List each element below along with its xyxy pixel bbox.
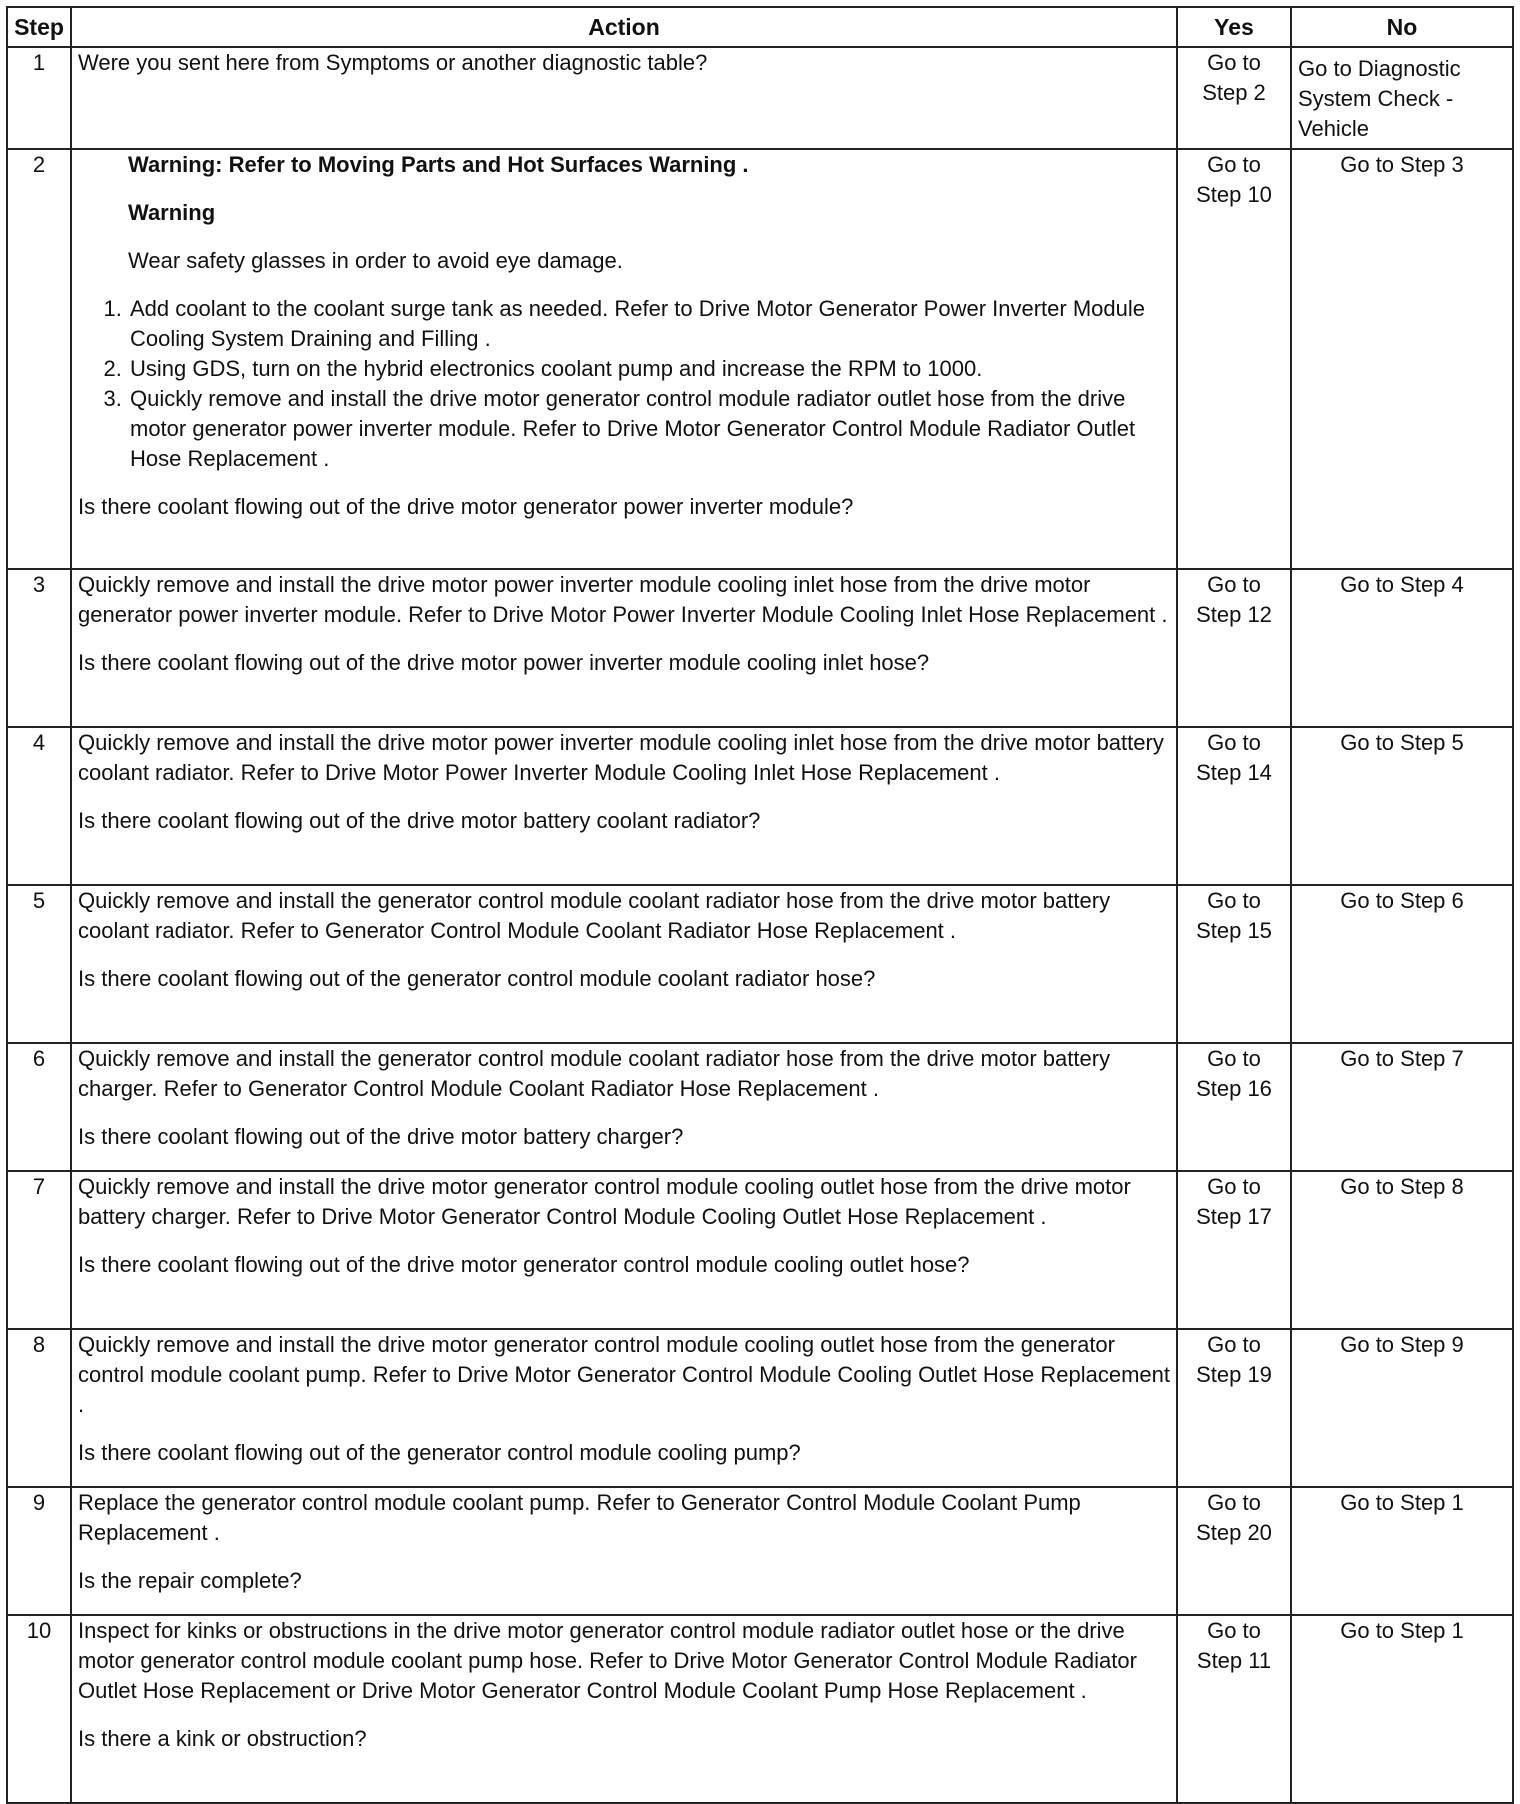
action-instruction: Quickly remove and install the drive motor power inverter module cooling inlet hose from the drive motor generator power inverter module. Refer to Drive Motor Power Inverter Module Cooling Inlet Hose Replacement . xyxy=(78,572,1168,627)
header-no: No xyxy=(1291,7,1513,47)
yes-cell: Go to Step 16 xyxy=(1177,1043,1291,1171)
action-instruction: Replace the generator control module coolant pump. Refer to Generator Control Module Coolant Pump Replacement . xyxy=(78,1490,1081,1545)
header-row xyxy=(7,7,1513,47)
table-row xyxy=(7,1329,1513,1487)
table-row xyxy=(7,727,1513,885)
action-instruction: Quickly remove and install the drive motor generator control module cooling outlet hose from the drive motor battery charger. Refer to Drive Motor Generator Control Module Cooling Outlet Hose Replacement . xyxy=(78,1174,1131,1229)
warning-title: Warning xyxy=(128,200,216,225)
list-item: 2. Using GDS, turn on the hybrid electronics coolant pump and increase the RPM to 1000. xyxy=(128,354,1170,384)
table-row xyxy=(7,1487,1513,1615)
step-number: 8 xyxy=(7,1329,71,1487)
procedure-list xyxy=(78,294,1170,474)
table-row xyxy=(7,885,1513,1043)
no-cell: Go to Step 1 xyxy=(1291,1487,1513,1615)
action-text xyxy=(71,47,1177,149)
action-instruction: Inspect for kinks or obstructions in the drive motor generator control module radiator outlet hose or the drive motor generator control module coolant pump hose. Refer to Drive Motor Generator Control Module Radiator Outlet Hose Replacement or Drive Motor Generator Control Module Coolant Pump Hose Replacement . xyxy=(78,1618,1137,1703)
action-text xyxy=(71,1171,1177,1329)
table-row xyxy=(7,1171,1513,1329)
step-number: 9 xyxy=(7,1487,71,1615)
yes-cell: Go to Step 11 xyxy=(1177,1615,1291,1803)
action-text xyxy=(71,1043,1177,1171)
header-step: Step xyxy=(7,7,71,47)
no-cell: Go to Step 5 xyxy=(1291,727,1513,885)
action-instruction: Quickly remove and install the drive motor generator control module cooling outlet hose from the generator control module coolant pump. Refer to Drive Motor Generator Control Module Cooling Outlet Hose Replacement . xyxy=(78,1332,1170,1417)
action-question: Were you sent here from Symptoms or another diagnostic table? xyxy=(78,50,708,75)
action-question: Is there coolant flowing out of the drive motor battery charger? xyxy=(78,1124,684,1149)
yes-cell: Go to Step 12 xyxy=(1177,569,1291,727)
no-cell: Go to Diagnostic System Check - Vehicle xyxy=(1291,47,1513,149)
action-text xyxy=(71,885,1177,1043)
action-text xyxy=(71,569,1177,727)
no-cell: Go to Step 6 xyxy=(1291,885,1513,1043)
diagnostic-table-page xyxy=(6,6,1512,1804)
step-number: 4 xyxy=(7,727,71,885)
yes-cell: Go to Step 10 xyxy=(1177,149,1291,569)
action-instruction: Quickly remove and install the drive motor power inverter module cooling inlet hose from the drive motor battery coolant radiator. Refer to Drive Motor Power Inverter Module Cooling Inlet Hose Replacement . xyxy=(78,730,1164,785)
yes-cell: Go to Step 17 xyxy=(1177,1171,1291,1329)
action-text xyxy=(71,1487,1177,1615)
table-row xyxy=(7,47,1513,149)
yes-cell: Go to Step 2 xyxy=(1177,47,1291,149)
action-question: Is there coolant flowing out of the drive motor generator power inverter module? xyxy=(78,494,854,519)
list-item: 3. Quickly remove and install the drive motor generator control module radiator outlet hose from the drive motor generator power inverter module. Refer to Drive Motor Generator Control Module Radiator Outlet Hose Replacement . xyxy=(128,384,1170,474)
action-instruction: Quickly remove and install the generator control module coolant radiator hose from the drive motor battery charger. Refer to Generator Control Module Coolant Radiator Hose Replacement . xyxy=(78,1046,1111,1101)
no-cell: Go to Step 4 xyxy=(1291,569,1513,727)
action-question: Is there coolant flowing out of the drive motor generator control module cooling outlet hose? xyxy=(78,1252,970,1277)
no-cell: Go to Step 1 xyxy=(1291,1615,1513,1803)
yes-cell: Go to Step 20 xyxy=(1177,1487,1291,1615)
action-text xyxy=(71,1615,1177,1803)
action-question: Is there coolant flowing out of the drive motor battery coolant radiator? xyxy=(78,808,761,833)
table-row xyxy=(7,1615,1513,1803)
no-cell: Go to Step 9 xyxy=(1291,1329,1513,1487)
step-number: 3 xyxy=(7,569,71,727)
action-question: Is there coolant flowing out of the drive motor power inverter module cooling inlet hose? xyxy=(78,650,930,675)
yes-cell: Go to Step 19 xyxy=(1177,1329,1291,1487)
yes-cell: Go to Step 14 xyxy=(1177,727,1291,885)
action-question: Is there coolant flowing out of the generator control module cooling pump? xyxy=(78,1440,801,1465)
step-number: 1 xyxy=(7,47,71,149)
list-item: 1. Add coolant to the coolant surge tank as needed. Refer to Drive Motor Generator Power Inverter Module Cooling System Draining and Filling . xyxy=(128,294,1170,354)
action-question: Is there coolant flowing out of the generator control module coolant radiator hose? xyxy=(78,966,876,991)
table-row xyxy=(7,1043,1513,1171)
step-number: 5 xyxy=(7,885,71,1043)
header-action: Action xyxy=(71,7,1177,47)
warning-moving-parts: Warning: Refer to Moving Parts and Hot Surfaces Warning . xyxy=(128,152,749,177)
action-text xyxy=(71,149,1177,569)
table-row xyxy=(7,149,1513,569)
warning-body: Wear safety glasses in order to avoid eye damage. xyxy=(128,248,623,273)
no-cell: Go to Step 7 xyxy=(1291,1043,1513,1171)
yes-cell: Go to Step 15 xyxy=(1177,885,1291,1043)
table-row xyxy=(7,569,1513,727)
step-number: 6 xyxy=(7,1043,71,1171)
action-text xyxy=(71,1329,1177,1487)
diagnostic-table xyxy=(6,6,1514,1804)
action-question: Is the repair complete? xyxy=(78,1568,302,1593)
step-number: 2 xyxy=(7,149,71,569)
step-number: 7 xyxy=(7,1171,71,1329)
action-instruction: Quickly remove and install the generator control module coolant radiator hose from the drive motor battery coolant radiator. Refer to Generator Control Module Coolant Radiator Hose Replacement . xyxy=(78,888,1111,943)
step-number: 10 xyxy=(7,1615,71,1803)
action-question: Is there a kink or obstruction? xyxy=(78,1726,367,1751)
header-yes: Yes xyxy=(1177,7,1291,47)
no-cell: Go to Step 8 xyxy=(1291,1171,1513,1329)
no-cell: Go to Step 3 xyxy=(1291,149,1513,569)
action-text xyxy=(71,727,1177,885)
